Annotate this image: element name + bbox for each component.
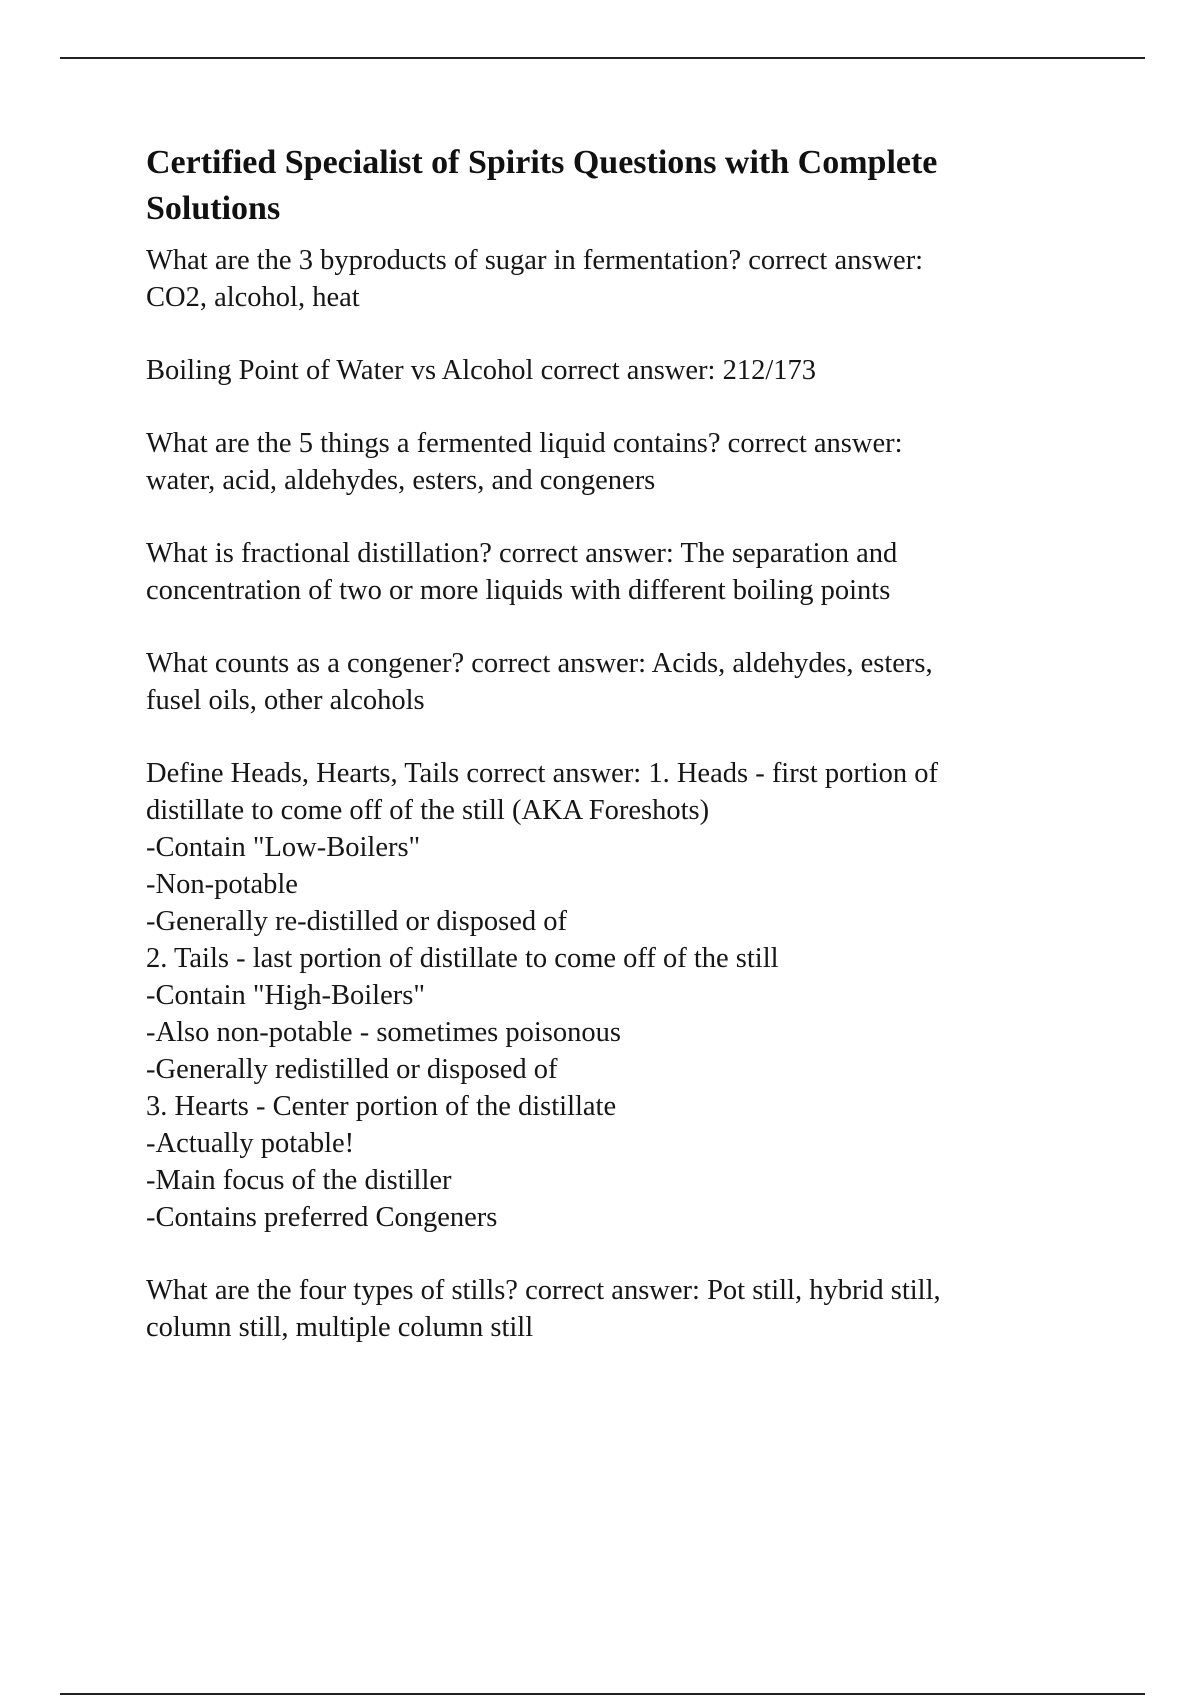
qa-line: 3. Hearts - Center portion of the distillate — [146, 1091, 617, 1122]
qa-line: 2. Tails - last portion of distillate to come off of the still — [146, 943, 779, 974]
qa-line: What are the four types of stills? correct answer: Pot still, hybrid still, — [146, 1275, 941, 1306]
bottom-rule — [60, 1693, 1145, 1695]
qa-line: -Non-potable — [146, 869, 298, 900]
qa-line: -Also non-potable - sometimes poisonous — [146, 1017, 621, 1048]
qa-entry-fermented-liquid — [146, 425, 1066, 499]
title-line: Certified Specialist of Spirits Questions with Complete — [146, 144, 938, 181]
qa-line: -Generally redistilled or disposed of — [146, 1054, 558, 1085]
qa-line: CO2, alcohol, heat — [146, 282, 360, 313]
qa-line: What are the 5 things a fermented liquid contains? correct answer: — [146, 428, 903, 459]
qa-line: concentration of two or more liquids with different boiling points — [146, 575, 891, 606]
qa-line: What counts as a congener? correct answer: Acids, aldehydes, esters, — [146, 648, 933, 679]
qa-entry-types-of-stills — [146, 1272, 1066, 1346]
qa-line: -Contain "Low-Boilers" — [146, 832, 421, 863]
qa-entry-byproducts — [146, 242, 1066, 316]
qa-entry-congener — [146, 645, 1066, 719]
qa-line: water, acid, aldehydes, esters, and congeners — [146, 465, 656, 496]
qa-line: -Contain "High-Boilers" — [146, 980, 425, 1011]
qa-entry-fractional-distillation — [146, 535, 1066, 609]
qa-line: -Actually potable! — [146, 1128, 355, 1159]
page-title — [146, 140, 1066, 232]
qa-entry-boiling-point — [146, 352, 1066, 389]
qa-line: fusel oils, other alcohols — [146, 685, 425, 716]
qa-line: Define Heads, Hearts, Tails correct answer: 1. Heads - first portion of — [146, 758, 939, 789]
qa-line: -Generally re-distilled or disposed of — [146, 906, 568, 937]
qa-line: column still, multiple column still — [146, 1312, 534, 1343]
title-line: Solutions — [146, 190, 281, 227]
qa-line: distillate to come off of the still (AKA Foreshots) — [146, 795, 710, 826]
qa-entry-heads-hearts-tails — [146, 755, 1066, 1236]
qa-line: -Contains preferred Congeners — [146, 1202, 498, 1233]
document-body — [146, 140, 1066, 1382]
qa-line: -Main focus of the distiller — [146, 1165, 452, 1196]
qa-line: What are the 3 byproducts of sugar in fermentation? correct answer: — [146, 245, 924, 276]
top-rule — [60, 57, 1145, 59]
qa-line: What is fractional distillation? correct answer: The separation and — [146, 538, 898, 569]
qa-line: Boiling Point of Water vs Alcohol correct answer: 212/173 — [146, 355, 816, 386]
